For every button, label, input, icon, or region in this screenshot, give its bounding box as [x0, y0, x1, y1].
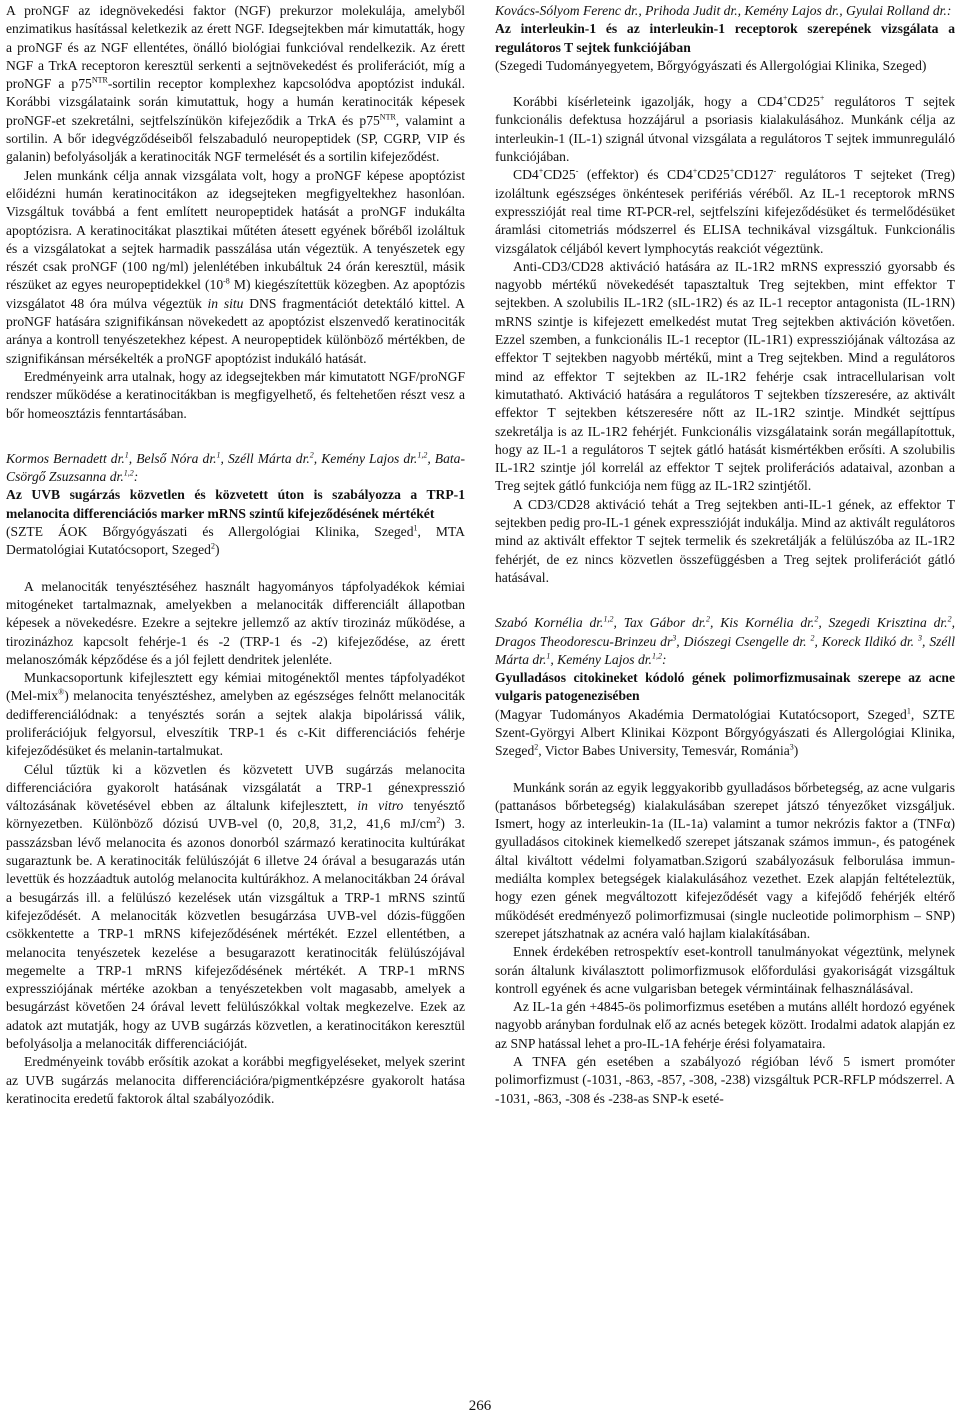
abstract-paragraph: Munkacsoportunk kifejlesztett egy kémiai mitogénektől mentes tápfolyadékot (Mel-mix®) melanocita tenyésztéshez, amelyben az egészséges felnőtt melanociták dedifferenciálódnak: a tenyésztés során a sejtek alakja bipolárissá válik, proliferációjuk felgyorsul, elveszítik TRP-1 és c-Kit differenciációs fehérje kifejeződésüket és melanin-tartalmukat.: [6, 670, 465, 759]
abstract-authors: Szabó Kornélia dr.$^{1,2}$, Tax Gábor dr.$^2$, Kis Kornélia dr.$^2$, Szegedi Krisztina dr.$^2$, Dragos Theodorescu-Brinzeu $dr^3$, Diószegi Csengelle dr. $^2$, Koreck Ildikó dr. $^3$, Széll Márta dr.$^1$, Kemény Lajos dr.$^{1,2}$:: [495, 614, 955, 667]
abstract-title: Az UVB sugárzás közvetlen és közvetett úton is szabályozza a TRP-1 melanocita differenciációs marker mRNS szintű kifejeződésének mértékét: [6, 487, 465, 521]
abstract-affiliation: (SZTE ÁOK Bőrgyógyászati és Allergológiai Klinika, Szeged$^1$, MTA Dermatológiai Kutatócsoport, Szeged$^2$): [6, 523, 465, 558]
abstract-paragraph: Anti-CD3/CD28 aktiváció hatására az IL-1R2 mRNS expresszió gyorsabb és nagyobb mértékű növekedését tapasztaltuk Treg sejtekben, mint effektor T sejtekben. A szolubilis IL-1R2 (sIL-1R2) és az IL-1 receptor antagonista (IL-1RN) mRNS szintje is kifejezett emelkedést mutat Treg sejtekben aktiváción követően. Ezzel szemben, a funkcionális IL-1 receptor (IL-1R1) expressziójának változása az effektor T sejtekben nagyobb mértékű, mint a Treg sejtekben. Mind a regulátoros mind az effektor T sejtekben az IL-1R2 fehérje csak intracellularisan volt kimutatható. Aktiváció hatására a regulátoros T sejtekben tízszeresére, az aktivált effektor T sejtekben kétszeresére nőtt az IL-1R2 szintje. Mindkét sejttípus szekretálja is az IL-1R2 fehérjét. Funkcionális vizsgálataink során megállapítottuk, hogy az IL-1 a regulátoros T sejtek gátló hatását kismértékben erősíti. A szolubilis IL-1R2 szintje jól korrelál az effektor T sejtek proliferációs adataival, azonban a Treg sejtek gátló funkciója nem függ az IL-1R2 szintjétől.: [495, 258, 955, 494]
abstract-paragraph: Ennek érdekében retrospektív eset-kontroll tanulmányokat végeztünk, melynek során általunk kiválasztott polimorfizmusok előfordulási gyakoriságát vizsgáltuk kontroll egyének és acne vulgarisban betegek vérmintáinak felhasználásával.: [495, 944, 955, 996]
abstract-paragraph: Korábbi kísérleteink igazolják, hogy a CD4+CD25+ regulátoros T sejtek funkcionális defektusa hozzájárul a psoriasis kialakulásához. Munkánk célja az interleukin-1 (IL-1) szignál útvonal vizsgálata a regulátoros T sejtek immunreguláló funkciójában.: [495, 93, 955, 165]
intro-paragraph-3: Eredményeink arra utalnak, hogy az idegsejtekben már kimutatott NGF/proNGF rendszer működése a keratinocitákban is megfigyelhető, és feltehetően részt vesz a bőr homeosztázis fenntartásában.: [6, 368, 465, 421]
right-column: [495, 2, 955, 1108]
abstract-title: Az interleukin-1 és az interleukin-1 receptorok szerepének vizsgálata a regulátoros T sejtek funkciójában: [495, 21, 955, 55]
abstract-paragraph: Munkánk során az egyik leggyakoribb gyulladásos bőrbetegség, az acne vulgaris (pattanásos bőrbetegség) kialakulásában szerepet játszó tényezőket vizsgáljuk. Ismert, hogy az interleukin-1a (IL-1a) valamint a tumor nekrózis faktor a (TNFα) gyulladásos citokinek kiemelkedő szerepet játszanak számos immun-, és patogének által kiváltott védelmi folyamatban.Szigorú szabályozásuk felborulása immun-mediálta komplex betegségek kialakulásához vezethet. Ezek alapján feltételeztük, hogy ezen gének megváltozott kifejeződését vagy a kifejődő fehérjék eltérő működését eredményező polimorfizmusai (single nucleotide polimorphism – SNP) szerepet játszhatnak az acnéra való hajlam kialakításában.: [495, 779, 955, 941]
left-column: [6, 2, 465, 1108]
abstract-paragraph: Az IL-1a gén +4845-ös polimorfizmus esetében a mutáns allélt hordozó egyének nagyobb arányban fordulnak elő az acnés betegek között. Irodalmi adatok alapján ez az SNP hatással lehet a pro-IL-1A fehérje érési folyamataira.: [495, 999, 955, 1051]
abstract-paragraph: A melanociták tenyésztéséhez használt hagyományos tápfolyadékok kémiai mitogéneket tartalmaznak, amelyekben a melanociták differenciált állapotban képesek a növekedésre. Ezekre a sejtekre jellemző az aktív tirozináz működése, a tirozinázhoz kapcsolt fehérje-1 és -2 (TRP-1 és -2) kifejeződése, az érett melanoszómák képződése és a jól fejlett dendritek jelenléte.: [6, 578, 465, 667]
abstract-authors: Kormos Bernadett dr.$^1$, Belső Nóra dr.$^1$, Széll Márta dr.$^2$, Kemény Lajos dr.$^{1,2}$, Bata-Csörgő Zsuzsanna dr.$^{1,2}$:: [6, 450, 465, 485]
abstract-title: Gyulladásos citokineket kódoló gének polimorfizmusainak szerepe az acne vulgaris patogenezisében: [495, 670, 955, 704]
abstract-paragraph: CD4+CD25- (effektor) és CD4+CD25+CD127- regulátoros T sejteket (Treg) izoláltunk egészséges önkéntesek perifériás véréből. Az IL-1 receptorok mRNS expresszióját real time RT-PCR-rel, sejtfelszíni kifejeződésüket és termelődésüket áramlási citometriás módszerrel és ELISA technikával vizsgáltuk. Funkcionális vizsgálatok céljából kevert lymphocytás reakciót végeztünk.: [495, 166, 956, 256]
abstract-paragraph: A TNFA gén esetében a szabályozó régióban lévő 5 ismert promóter polimorfizmust (-1031, -863, -857, -308, -238) vizsgáltuk PCR-RFLP módszerrel. A -1031, -863, -308 és -238-as SNP-k eseté-: [495, 1054, 955, 1106]
abstract-paragraph: Eredményeink tovább erősítik azokat a korábbi megfigyeléseket, melyek szerint az UVB sugárzás melanocita differenciációra/pigmentképzésre gyakorolt hatása keratinocita eredetű faktorok által szabályozódik.: [6, 1054, 465, 1106]
abstract-affiliation: (Magyar Tudományos Akadémia Dermatológiai Kutatócsoport, Szeged$^1$, SZTE Szent-Györgyi Albert Klinikai Központ Bőrgyógyászati és Allergológiai Klinika, Szeged$^2$, Victor Babes University, Temesvár, Románia$^3$): [495, 706, 955, 759]
intro-paragraph-1: A proNGF az idegnövekedési faktor (NGF) prekurzor molekulája, amelyből enzimatikus hasítással keletkezik az érett NGF. Idegsejtekben már kimutatták, hogy a proNGF és az NGF ellentétes, önálló biológiai funkcióval rendelkezik. Az érett NGF a TrkA receptoron keresztül serkenti a sejtnövekedést és proliferációt, míg a proNGF a $p75^{NTR}$-sortilin receptor komplexhez kapcsolódva apoptózist indukál. Korábbi vizsgálataink során kimutattuk, hogy a humán keratinociták képesek proNGF-et szekretálni, sejtfelszínükön kifejeződik a TrkA és $p75^{NTR}$, valamint a sortilin. A bőr idegvégződéseiből felszabaduló neuropeptidek (SP, CGRP, VIP és galanin) befolyásolják a keratinociták NGF termelését és a sortilin kifejeződést.: [6, 3, 465, 165]
abstract-authors: Kovács-Sólyom Ferenc dr., Prihoda Judit dr., Kemény Lajos dr., Gyulai Rolland dr.:: [495, 3, 952, 18]
abstract-affiliation: (Szegedi Tudományegyetem, Bőrgyógyászati és Allergológiai Klinika, Szeged): [495, 57, 927, 73]
intro-paragraph-2: Jelen munkánk célja annak vizsgálata volt, hogy a proNGF képese apoptózist előidézni humán keratinocitákon az idegsejteken megfigyeltekhez hasonlóan. Vizsgáltuk továbbá a fent említett neuropeptidek hatását a proNGF indukálta apoptózisra. A keratinocitákat plasztikai műtéten átesett egyének bőréből izoláltuk és a vizsgálatokat a sejtek harmadik passzálása után végeztük. A tenyészetek egy részét csak proNGF (100 ng/ml) jelenlétében inkubáltuk 24 órán keresztül, másik részüket az egyes neuropeptidekkel ($10^{-8}$ M) kiegészítettük közegben. Az apoptózis vizsgálatot 48 óra múlva végeztük in situ DNS fragmentációt detektáló kittel. A proNGF hatására szignifikánsan növekedett az apoptózist elszenvedő keratinociták aránya a kontroll tenyészetekhez képest. A neuropeptidek különböző mértékben, de szignifikánsan mérsékelték a proNGF apoptózist indukáló hatását.: [6, 167, 465, 366]
page-number: 266: [468, 1398, 492, 1414]
abstract-paragraph: Célul tűztük ki a közvetlen és közvetett UVB sugárzás melanocita differenciációra gyakorolt hatásának vizsgálatát a TRP-1 génexpresszió változásának követésével ebben az általunk kifejlesztett, in vitro tenyésztő környezetben. Különböző dózisú UVB-vel (0, 20,8, 31,2, 41,6 $mJ/cm^2$) 3. passzázsban lévő melanocita és azonos donorból származó keratinocita kultúrákat sugaraztunk be. A keratinociták felülúszóját 6 illetve 24 órával a besugarazás után levettük és hozzáadtuk autológ melanocita kultúrákhoz. A melanocitákban 24 órával a besugárzás ill. a felülúszó kezelések után vizsgáltuk a TRP-1 mRNS szintű kifejeződését. A melanociták közvetlen besugárzása UVB-vel dózis-függően csökkentette a TRP-1 mRNS kifejeződésének mértékét. Ezzel ellentétben, a melanocita tenyészetek kezelése a besugarazott keratinociták felülúszójával megemelte a TRP-1 mRNS kifejeződésének mértékét. A TRP-1 mRNS expressziójának mértéke azokban a tenyészetekben volt magasabb, amelyek a besugárzást követően 24 órával levett felülúszókkal voltak megkezelve. Ezek az adatok azt mutatják, hogy az UVB sugárzás közvetlen, a keratinocitákon keresztül befolyásolja a melanociták differenciációját.: [6, 761, 465, 1052]
abstract-paragraph: A CD3/CD28 aktiváció tehát a Treg sejtekben anti-IL-1 gének, az effektor T sejtekben pedig pro-IL-1 gének expresszióját indukálja. Mind az aktivált regulátoros mind az aktivált effektor T sejtek termelik és szekretálják a felülúszóba az IL-1R2 fehérjét, de ez nincs közvetlen összefüggésben a Treg sejtek proliferációt gátló hatásával.: [495, 496, 955, 585]
